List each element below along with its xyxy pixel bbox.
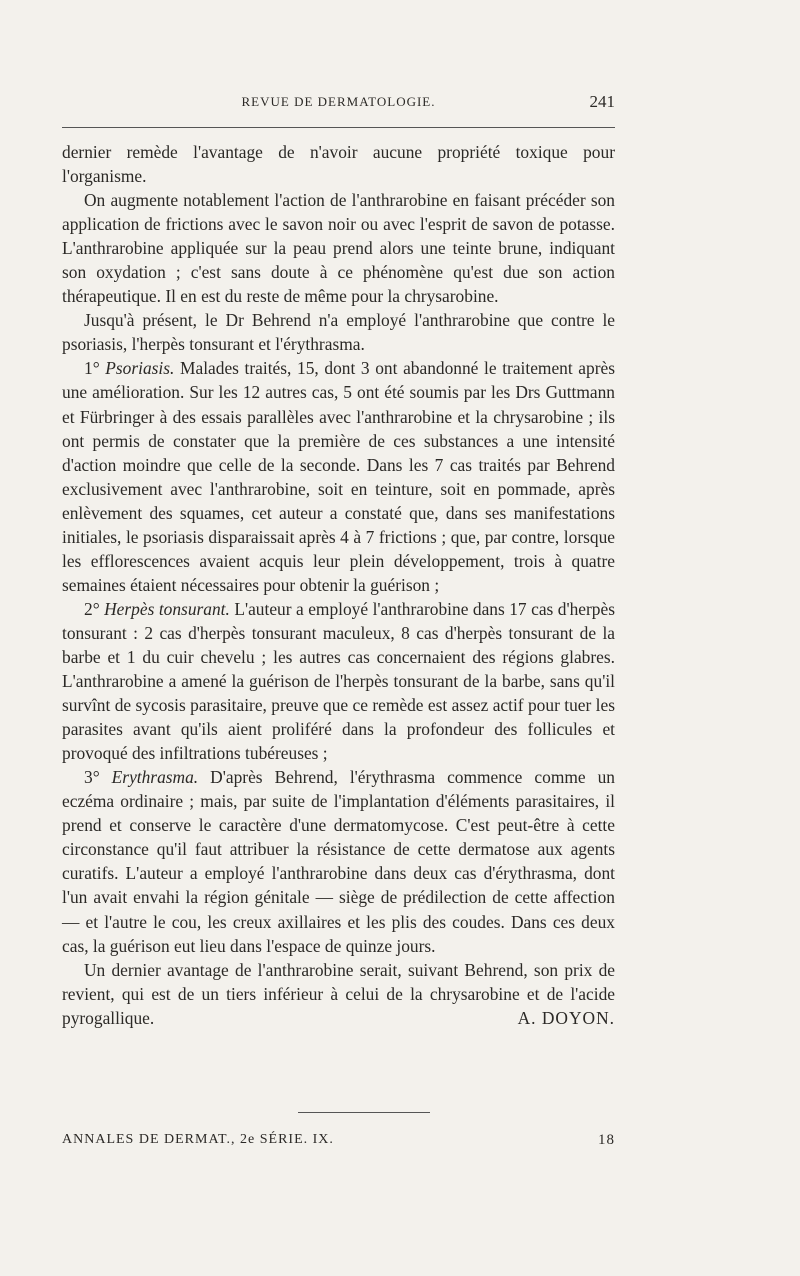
page-number: 241	[589, 92, 615, 111]
item-title: Herpès tonsurant.	[104, 598, 230, 619]
header-rule	[62, 127, 615, 128]
paragraph-herpes-tonsurant	[62, 597, 615, 765]
paragraph-text: L'auteur a employé l'anthrarobine dans 17 cas d'herpès tonsurant : 2 cas d'herpès tonsurant maculeux, 8 cas d'herpès tonsurant de la barbe et 1 du cuir chevelu ; les autres cas concernaient des régions glabres. L'anthrarobine a amené la guérison de l'herpès tonsurant de la barbe, sans qu'il survînt de sycosis parasitaire, preuve que ce remède est assez actif pour tuer les parasites avant qu'ils aient proliféré dans la profondeur des follicules et provoqué des infiltrations tubéreuses ;	[62, 598, 615, 764]
paragraph-text: dernier remède l'avantage de n'avoir aucune propriété toxique pour l'organisme.	[62, 142, 615, 187]
running-title: REVUE DE DERMATOLOGIE.	[241, 94, 436, 109]
paragraph-behrend-usage	[62, 308, 615, 356]
item-title: Psoriasis.	[105, 358, 175, 379]
item-number: 2°	[84, 598, 105, 619]
end-rule	[298, 1112, 430, 1113]
paragraph-erythrasma	[62, 765, 615, 957]
journal-signature: ANNALES DE DERMAT., 2e SÉRIE. IX.	[62, 1132, 334, 1147]
paragraph-text: Jusqu'à présent, le Dr Behrend n'a employé l'anthrarobine que contre le psoriasis, l'herpès tonsurant et l'érythrasma.	[62, 310, 615, 355]
page-header	[62, 92, 615, 114]
item-title: Erythrasma.	[111, 767, 199, 788]
paragraph-anthrarobine-action	[62, 188, 615, 308]
item-number: 1°	[84, 358, 106, 379]
paragraph-text: Un dernier avantage de l'anthrarobine serait, suivant Behrend, son prix de revient, qui est de un tiers inférieur à celui de la chrysarobine et de l'acide pyrogallique.	[62, 959, 615, 1028]
paragraph-continuation	[62, 140, 615, 188]
paragraph-psoriasis	[62, 356, 615, 596]
paragraph-text: D'après Behrend, l'érythrasma commence comme un eczéma ordinaire ; mais, par suite de l'implantation d'éléments parasitaires, il prend et conserve le caractère d'une dermatomycose. C'est peut-être à cette circonstance qu'il faut attribuer la résistance de cette dermatose aux agents curatifs. L'auteur a employé l'anthrarobine dans deux cas d'érythrasma, dont l'un avait envahi la région génitale — siège de prédilection de cette affection — et l'autre le cou, les creux axillaires et les plis des coudes. Dans ces deux cas, la guérison eut lieu dans l'espace de quinze jours.	[62, 767, 615, 956]
paragraph-text: Malades traités, 15, dont 3 ont abandonné le traitement après une amélioration. Sur les 12 autres cas, 5 ont été soumis par les Drs Guttmann et Fürbringer à des essais parallèles avec l'anthrarobine et la chrysarobine ; ils ont permis de constater que la première de ces substances a une intensité d'action moindre que celle de la seconde. Dans les 7 cas traités par Behrend exclusivement avec l'anthrarobine, soit en teinture, soit en pommade, après enlèvement des squames, cet auteur a constaté que, dans ses manifestations initiales, le psoriasis disparaissait après 4 à 7 frictions ; que, par contre, lorsque les efflorescences avaient acquis leur plein développement, trois à quatre semaines étaient nécessaires pour obtenir la guérison ;	[62, 358, 616, 595]
sheet-number: 18	[598, 1132, 615, 1148]
paragraph-cost	[62, 958, 615, 1030]
paragraph-text: On augmente notablement l'action de l'anthrarobine en faisant précéder son application de frictions avec le savon noir ou avec l'esprit de savon de potasse. L'anthrarobine appliquée sur la peau prend alors une teinte brune, indiquant son oxydation ; c'est sans doute à ce phénomène qu'est due son action thérapeutique. Il en est du reste de même pour la chrysarobine.	[62, 190, 615, 307]
article-body	[62, 140, 615, 1030]
author-signature: A. DOYON.	[517, 1007, 615, 1028]
item-number: 3°	[84, 767, 112, 788]
